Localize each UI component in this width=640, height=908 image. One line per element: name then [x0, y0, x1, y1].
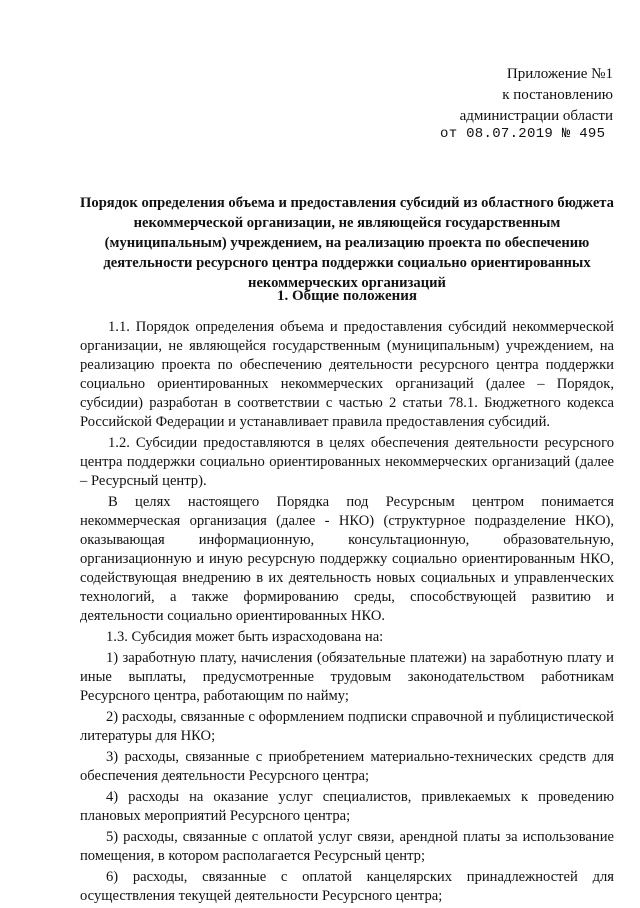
- section-heading: 1. Общие положения: [276, 288, 418, 304]
- appendix-line-2: к постановлению: [502, 87, 613, 103]
- list-item-2: 2) расходы, связанные с оформлением подписки справочной и публицистической литературы для НКО;: [80, 709, 614, 744]
- appendix-block: [460, 64, 613, 127]
- list-item-5: 5) расходы, связанные с оплатой услуг связи, арендной платы за использование помещения, в котором располагается Ресурсный центр;: [80, 829, 614, 864]
- appendix-line-1: Приложение №1: [506, 66, 613, 82]
- paragraph-1-1: 1.1. Порядок определения объема и предоставления субсидий некоммерческой организации, не являющейся государственным (муниципальным) учреждением, на реализацию проекта по обеспечению деятельности ресурсного центра поддержки социально ориентированных некоммерческих организаций (далее – Порядок, субсидии) разработан в соответствии с частью 2 статьи 78.1. Бюджетного кодекса Российской Федерации и устанавливает правила предоставления субсидий.: [80, 319, 614, 430]
- list-item-1: 1) заработную плату, начисления (обязательные платежи) на заработную плату и иные выплаты, предусмотренные трудовым законодательством работникам Ресурсного центра, работающим по найму;: [80, 650, 614, 704]
- document-body: [80, 318, 614, 908]
- list-item-6: 6) расходы, связанные с оплатой канцелярских принадлежностей для осуществления текущей деятельности Ресурсного центра;: [80, 869, 614, 904]
- paragraph-1-2: 1.2. Субсидии предоставляются в целях обеспечения деятельности ресурсного центра поддержки социально ориентированных некоммерческих организаций (далее – Ресурсный центр).: [80, 435, 614, 489]
- list-item-3: 3) расходы, связанные с приобретением материально-технических средств для обеспечения деятельности Ресурсного центра;: [80, 749, 614, 784]
- decree-date-number: от 08.07.2019 № 495: [440, 126, 606, 142]
- document-title: Порядок определения объема и предоставления субсидий из областного бюджета некоммерческой организации, не являющейся государственным (муниципальным) учреждением, на реализацию проекта по обеспечению деятельности ресурсного центра поддержки социально ориентированных некоммерческих организаций: [80, 195, 614, 291]
- appendix-line-3: администрации области: [459, 108, 613, 124]
- list-item-4: 4) расходы на оказание услуг специалистов, привлекаемых к проведению плановых мероприятий Ресурсного центра;: [80, 789, 614, 824]
- paragraph-1-3: 1.3. Субсидия может быть израсходована на:: [106, 629, 384, 645]
- paragraph-resource-center-definition: В целях настоящего Порядка под Ресурсным центром понимается некоммерческая организация (далее - НКО) (структурное подразделение НКО), оказывающая информационную, консультационную, образовательную, организационную и иную ресурсную поддержку социально ориентированным НКО, содействующая внедрению в их деятельность новых социальных и управленческих технологий, а также формированию среды, способствующей развитию и деятельности социально ориентированных НКО.: [80, 494, 614, 624]
